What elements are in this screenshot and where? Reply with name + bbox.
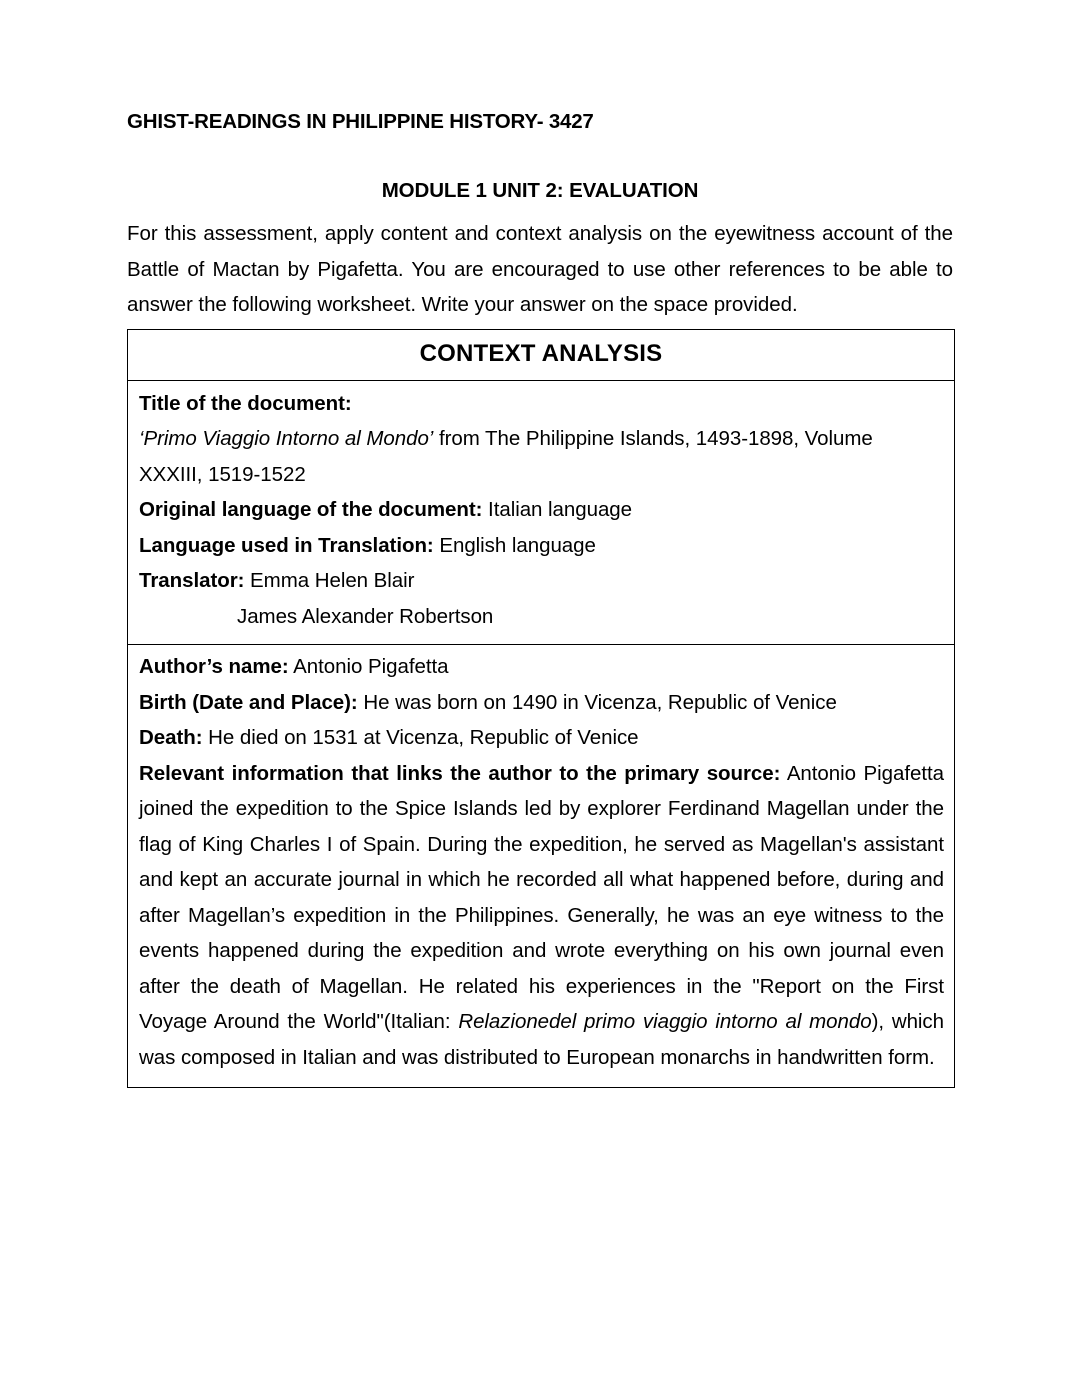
translation-language-line [139,528,944,564]
intro-paragraph: For this assessment, apply content and context analysis on the eyewitness account of the Battle of Mactan by Pigafetta. You are encouraged to use other references to be able to answer the following worksheet. Write your answer on the space provided. [127,222,953,317]
document-content [127,0,953,1088]
relevant-information-text-1: Antonio Pigafetta joined the expedition to the Spice Islands led by explorer Ferdinand Magellan under the flag of King Charles I of Spain. During the expedition, he served as Magellan's assistant and kept an accurate journal in which he recorded all what happened before, during and after Magellan’s expedition in the Philippines. Generally, he was an eye witness to the events happened during the expedition and wrote everything on his own journal even after the death of Magellan. He related his experiences in the "Report on the First Voyage Around the World"(Italian: [139,761,944,1034]
relevant-information-italic-title: Relazionedel primo viaggio intorno al mondo [458,1010,872,1034]
document-title-italic: ‘Primo Viaggio Intorno al Mondo’ [139,427,434,451]
document-title-value-line [139,421,944,457]
original-language-label: Original language of the document: [139,498,483,522]
relevant-information-label: Relevant information that links the author to the primary source: [139,761,781,785]
relevant-information-paragraph [139,756,944,1076]
original-language-line [139,492,944,528]
death-label: Death: [139,726,203,750]
translator-label: Translator: [139,569,245,593]
author-name-line [139,649,944,685]
course-header: GHIST-READINGS IN PHILIPPINE HISTORY- 3427 [127,110,594,133]
document-title-rest: from The Philippine Islands, 1493-1898, Volume [433,427,873,451]
translator-value-2: James Alexander Robertson [237,604,494,628]
author-name-label: Author’s name: [139,655,289,679]
translation-language-value: English language [433,533,596,557]
translator-line [139,563,944,599]
context-analysis-table [127,329,955,1089]
original-language-value: Italian language [482,498,633,522]
title-of-document-line [139,386,944,422]
table-header-row [128,330,954,381]
author-info-cell [128,645,954,1087]
module-title: MODULE 1 UNIT 2: EVALUATION [381,178,699,202]
translator-value: Emma Helen Blair [244,569,415,593]
table-row-author-info [128,645,954,1087]
death-value: He died on 1531 at Vicenza, Republic of Venice [202,726,639,750]
author-name-value: Antonio Pigafetta [288,655,449,679]
document-title-line-2: XXXIII, 1519-1522 [139,462,306,486]
title-of-document-label: Title of the document: [139,391,352,415]
birth-line [139,685,944,721]
birth-label: Birth (Date and Place): [139,690,358,714]
table-title: CONTEXT ANALYSIS [419,339,663,367]
relevant-information-text-2: ), which was composed in Italian and was distributed to European monarchs in handwritten form. [139,1010,944,1069]
death-line [139,720,944,756]
birth-value: He was born on 1490 in Vicenza, Republic of Venice [357,690,837,714]
table-row-document-info [128,381,954,646]
document-info-cell [128,381,954,645]
translation-language-label: Language used in Translation: [139,533,434,557]
